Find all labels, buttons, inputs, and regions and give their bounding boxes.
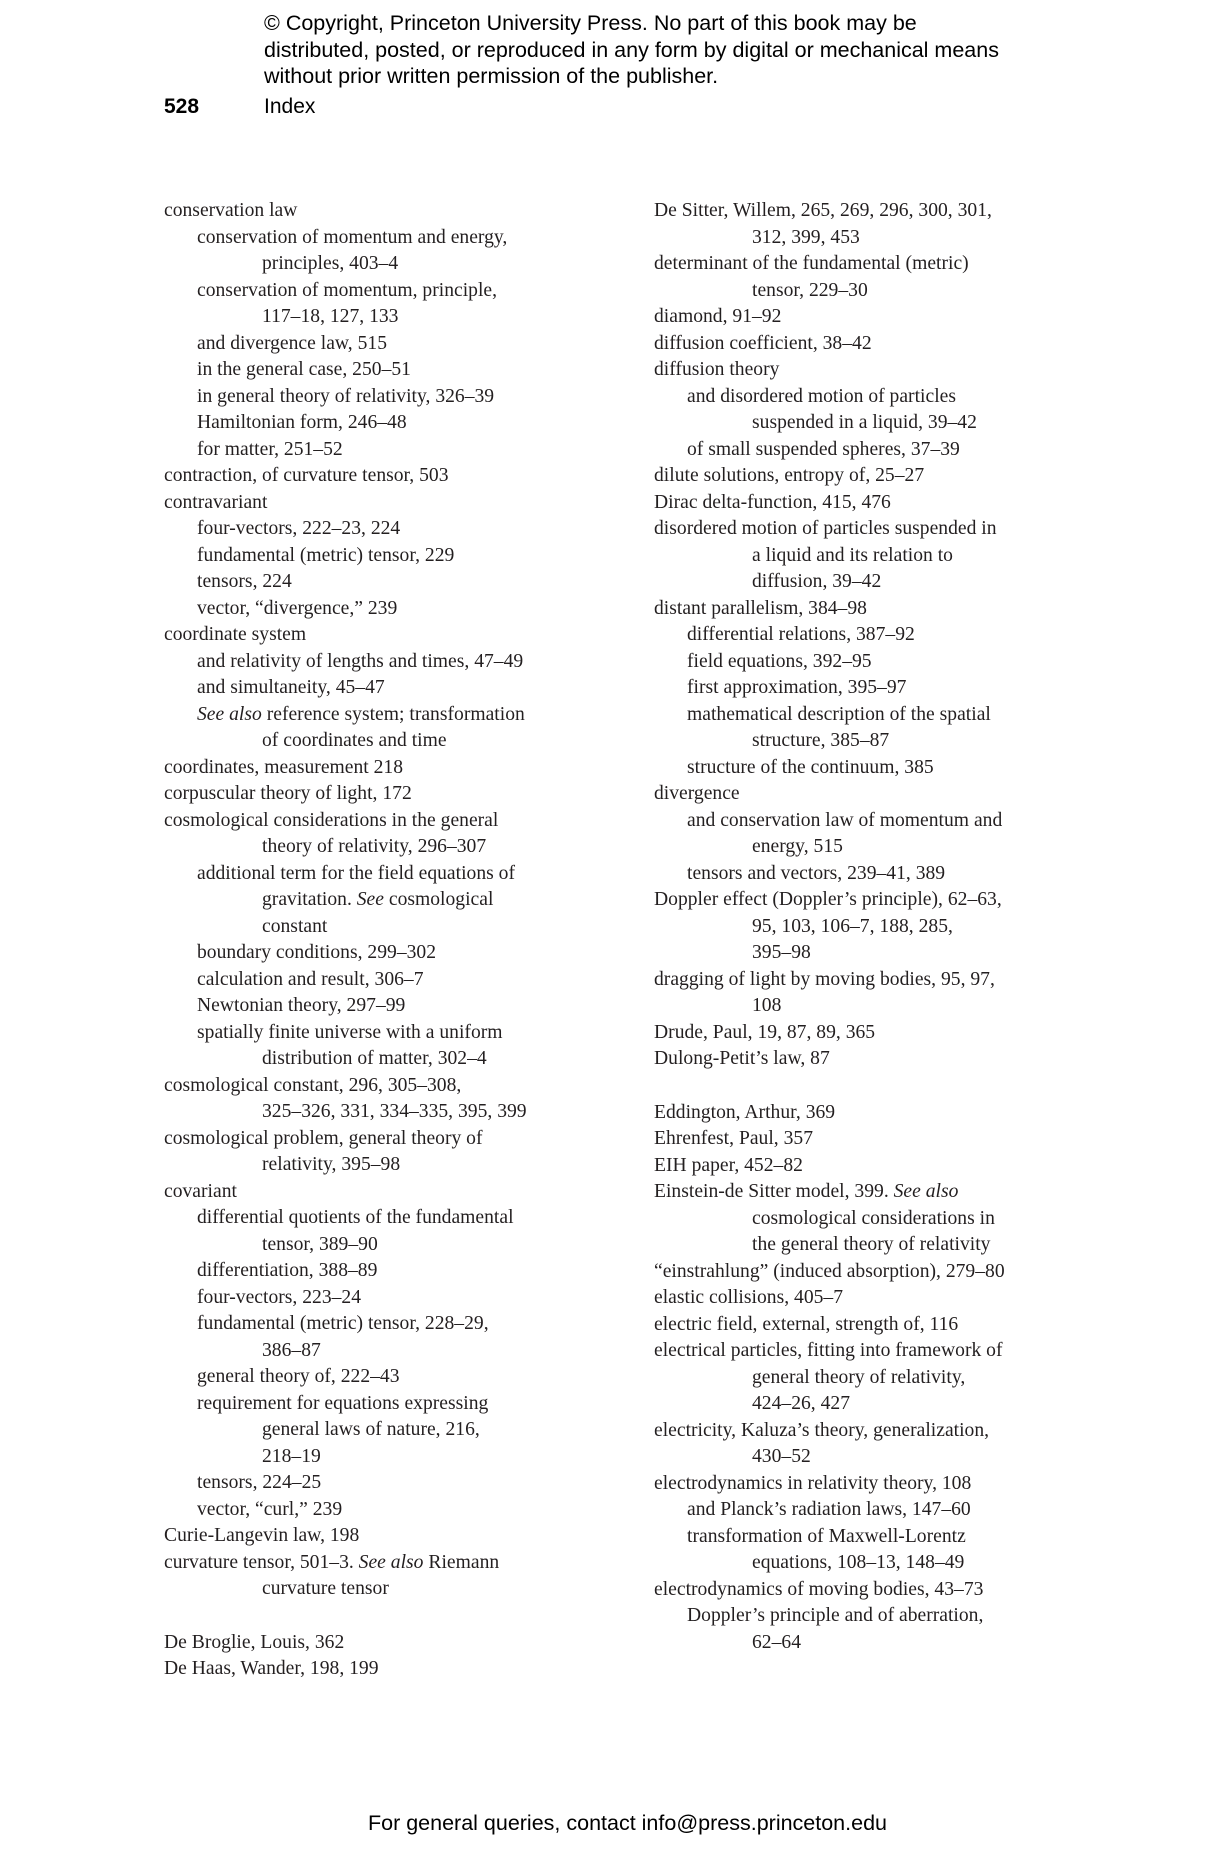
index-subentry [654,861,1074,888]
entry-text: vector, “curl,” 239 [197,1498,343,1520]
entry-text: coordinate system [164,624,307,645]
index-entry [654,1577,1074,1604]
index-subentry [164,702,584,755]
index-subentry [164,940,584,967]
entry-text: dilute solutions, entropy of, 25–27 [654,465,925,486]
entry-text: diffusion coefficient, 38–42 [654,332,872,354]
index-subentry [164,278,584,331]
entry-text: transformation of Maxwell-Lorentz equations, 108–13, 148–49 [687,1525,966,1573]
index-entry [654,490,1074,517]
entry-text: De Sitter, Willem, 265, 269, 296, 300, 301, 312, 399, 453 [654,200,992,248]
index-subentry [164,1285,584,1312]
index-entry [654,596,1074,623]
entry-text: structure of the continuum, 385 [687,756,934,778]
entry-text: in general theory of relativity, 326–39 [197,385,495,407]
entry-text: divergence [654,783,740,804]
index-entry [654,887,1074,967]
entry-text: Riemann curvature tensor [262,1551,500,1599]
entry-text: and conservation law of momentum and energy, 515 [687,809,1003,857]
index-entry [654,463,1074,490]
index-subentry [164,410,584,437]
index-subentry [654,649,1074,676]
index-entry [164,198,584,225]
entry-text: for matter, 251–52 [197,438,343,460]
index-subentry [164,861,584,941]
index-entry [654,1046,1074,1073]
entry-text: additional term for the field equations of gravitation. [197,862,515,910]
index-subentry [164,596,584,623]
index-entry [164,1179,584,1206]
entry-text: differentiation, 388–89 [197,1260,378,1281]
entry-text: disordered motion of particles suspended in a liquid and its relation to diffusion, 39–42 [654,518,997,592]
index-entry [654,357,1074,384]
entry-text: covariant [164,1180,237,1202]
index-column-left [164,198,584,1683]
index-entry [654,1338,1074,1418]
index-entry [164,1523,584,1550]
index-entry [164,490,584,517]
entry-text: Dulong-Petit’s law, 87 [654,1048,830,1069]
entry-text: Curie-Langevin law, 198 [164,1525,360,1546]
index-entry [654,967,1074,1020]
index-subentry [164,1020,584,1073]
index-subentry [654,755,1074,782]
index-subentry [164,967,584,994]
entry-text: and Planck’s radiation laws, 147–60 [687,1499,971,1520]
page-number: 528 [164,95,200,118]
entry-text: general theory of, 222–43 [197,1366,400,1387]
index-subentry [164,437,584,464]
entry-text: tensors and vectors, 239–41, 389 [687,862,946,884]
entry-text: elastic collisions, 405–7 [654,1287,843,1308]
index-entry [654,1153,1074,1180]
index-subentry [164,649,584,676]
index-subentry [654,622,1074,649]
entry-text: differential relations, 387–92 [687,624,915,645]
index-subentry [654,702,1074,755]
entry-text: and disordered motion of particles suspended in a liquid, 39–42 [687,385,977,433]
index-entry [654,1285,1074,1312]
entry-text: tensors, 224–25 [197,1472,322,1493]
index-subentry [654,1524,1074,1577]
entry-text: Dirac delta-function, 415, 476 [654,491,891,513]
entry-text: four-vectors, 222–23, 224 [197,518,401,539]
entry-text: fundamental (metric) tensor, 228–29, 386–87 [197,1313,489,1361]
index-entry [654,1126,1074,1153]
entry-text: conservation law [164,200,298,221]
entry-text: diamond, 91–92 [654,306,782,327]
entry-text: cosmological considerations in the general theory of relativity, 296–307 [164,809,499,857]
entry-text: cosmological problem, general theory of relativity, 395–98 [164,1127,483,1175]
running-head [164,94,315,120]
entry-text: cosmological considerations in the general theory of relativity [752,1207,995,1255]
entry-text: electricity, Kaluza’s theory, generalization, 430–52 [654,1419,990,1467]
index-entry [164,808,584,861]
entry-text: differential quotients of the fundamental tensor, 389–90 [197,1207,514,1255]
index-entry [654,251,1074,304]
index-entry [654,516,1074,596]
index-subentry [164,675,584,702]
index-subentry [654,675,1074,702]
index-subentry [164,516,584,543]
index-subentry [654,1497,1074,1524]
index-subentry [164,993,584,1020]
entry-text: De Broglie, Louis, 362 [164,1631,345,1653]
entry-text: diffusion theory [654,359,780,380]
index-entry [164,1630,584,1657]
index-entry [654,1471,1074,1498]
entry-text: reference system; transformation of coordinates and time [262,703,525,751]
entry-text: De Haas, Wander, 198, 199 [164,1658,379,1679]
index-subentry [164,1364,584,1391]
entry-text: electrodynamics of moving bodies, 43–73 [654,1578,984,1600]
index-subentry [164,1391,584,1471]
entry-text: dragging of light by moving bodies, 95, 97, 108 [654,968,995,1016]
see-reference: See [356,889,384,910]
entry-text: corpuscular theory of light, 172 [164,783,412,804]
entry-text: spatially finite universe with a uniform distribution of matter, 302–4 [197,1021,503,1069]
entry-text: electrical particles, fitting into framework of general theory of relativity, 424–26, 427 [654,1340,1003,1414]
entry-text: Eddington, Arthur, 369 [654,1101,836,1123]
index-entry [654,1312,1074,1339]
index-subentry [654,384,1074,437]
entry-text: conservation of momentum, principle, 117–18, 127, 133 [197,279,498,327]
entry-text: and relativity of lengths and times, 47–49 [197,650,524,672]
see-reference: See also [893,1181,959,1202]
index-subentry [164,1470,584,1497]
index-subentry [164,384,584,411]
index-entry [654,1100,1074,1127]
copyright-notice: © Copyright, Princeton University Press. No part of this book may be distributed, posted, or reproduced in any form by digital or mechanical means without prior written permission of the publisher. [264,11,999,88]
entry-text: vector, “divergence,” 239 [197,597,398,619]
index-entry [654,198,1074,251]
index-subentry [164,1258,584,1285]
index-subentry [654,1603,1074,1656]
entry-text: conservation of momentum and energy, principles, 403–4 [197,226,508,274]
index-entry [654,1418,1074,1471]
index-entry [164,622,584,649]
entry-text: Doppler’s principle and of aberration, 62–64 [687,1605,984,1653]
index-subentry [164,225,584,278]
entry-text: electric field, external, strength of, 116 [654,1313,959,1335]
index-subentry [654,437,1074,464]
entry-text: EIH paper, 452–82 [654,1154,803,1176]
entry-text: in the general case, 250–51 [197,359,411,380]
entry-text: four-vectors, 223–24 [197,1286,362,1308]
index-subentry [164,569,584,596]
entry-text: “einstrahlung” (induced absorption), 279–80 [654,1260,1005,1282]
entry-text: contraction, of curvature tensor, 503 [164,465,449,486]
entry-text: first approximation, 395–97 [687,677,907,698]
index-entry [654,1020,1074,1047]
entry-text: Drude, Paul, 19, 87, 89, 365 [654,1021,876,1043]
index-subentry [164,1205,584,1258]
entry-text: curvature tensor, 501–3. [164,1551,354,1573]
entry-text: Ehrenfest, Paul, 357 [654,1128,813,1149]
entry-text: requirement for equations expressing general laws of nature, 216, 218–19 [197,1392,489,1467]
entry-text: determinant of the fundamental (metric) tensor, 229–30 [654,253,969,301]
index-entry [654,1259,1074,1286]
index-entry [164,463,584,490]
entry-text: distant parallelism, 384–98 [654,597,867,619]
entry-text: of small suspended spheres, 37–39 [687,438,960,460]
entry-text: mathematical description of the spatial structure, 385–87 [687,703,991,751]
index-subentry [654,808,1074,861]
see-reference: See also [197,703,262,725]
index-entry [654,1179,1074,1259]
index-entry [654,781,1074,808]
entry-text: cosmological constant, 296, 305–308, 325–326, 331, 334–335, 395, 399 [164,1074,527,1122]
entry-text: electrodynamics in relativity theory, 108 [654,1472,972,1494]
index-entry [164,781,584,808]
index-entry [164,1126,584,1179]
entry-text: Hamiltonian form, 246–48 [197,412,407,433]
index-subentry [164,357,584,384]
entry-text: and simultaneity, 45–47 [197,677,385,698]
entry-text: coordinates, measurement 218 [164,756,404,778]
entry-text: Einstein-de Sitter model, 399. [654,1181,889,1202]
index-entry [164,1656,584,1683]
index-subentry [164,543,584,570]
index-entry [654,304,1074,331]
footer-contact: For general queries, contact info@press.princeton.edu [367,1811,887,1835]
entry-text: calculation and result, 306–7 [197,968,424,990]
entry-text: cosmological constant [262,889,494,937]
section-title: Index [264,95,316,118]
entry-text: field equations, 392–95 [687,650,872,672]
index-subentry [164,331,584,358]
entry-text: Doppler effect (Doppler’s principle), 62–63, 95, 103, 106–7, 188, 285, 395–98 [654,889,1002,963]
entry-text: fundamental (metric) tensor, 229 [197,544,455,566]
entry-text: boundary conditions, 299–302 [197,942,436,963]
entry-text: and divergence law, 515 [197,332,387,354]
entry-text: contravariant [164,491,268,513]
index-entry [164,1550,584,1603]
index-column-right [654,198,1074,1656]
entry-text: tensors, 224 [197,571,292,592]
entry-text: Newtonian theory, 297–99 [197,995,406,1016]
index-subentry [164,1311,584,1364]
see-reference: See also [358,1551,424,1573]
index-subentry [164,1497,584,1524]
index-entry [164,1073,584,1126]
index-entry [654,331,1074,358]
index-entry [164,755,584,782]
